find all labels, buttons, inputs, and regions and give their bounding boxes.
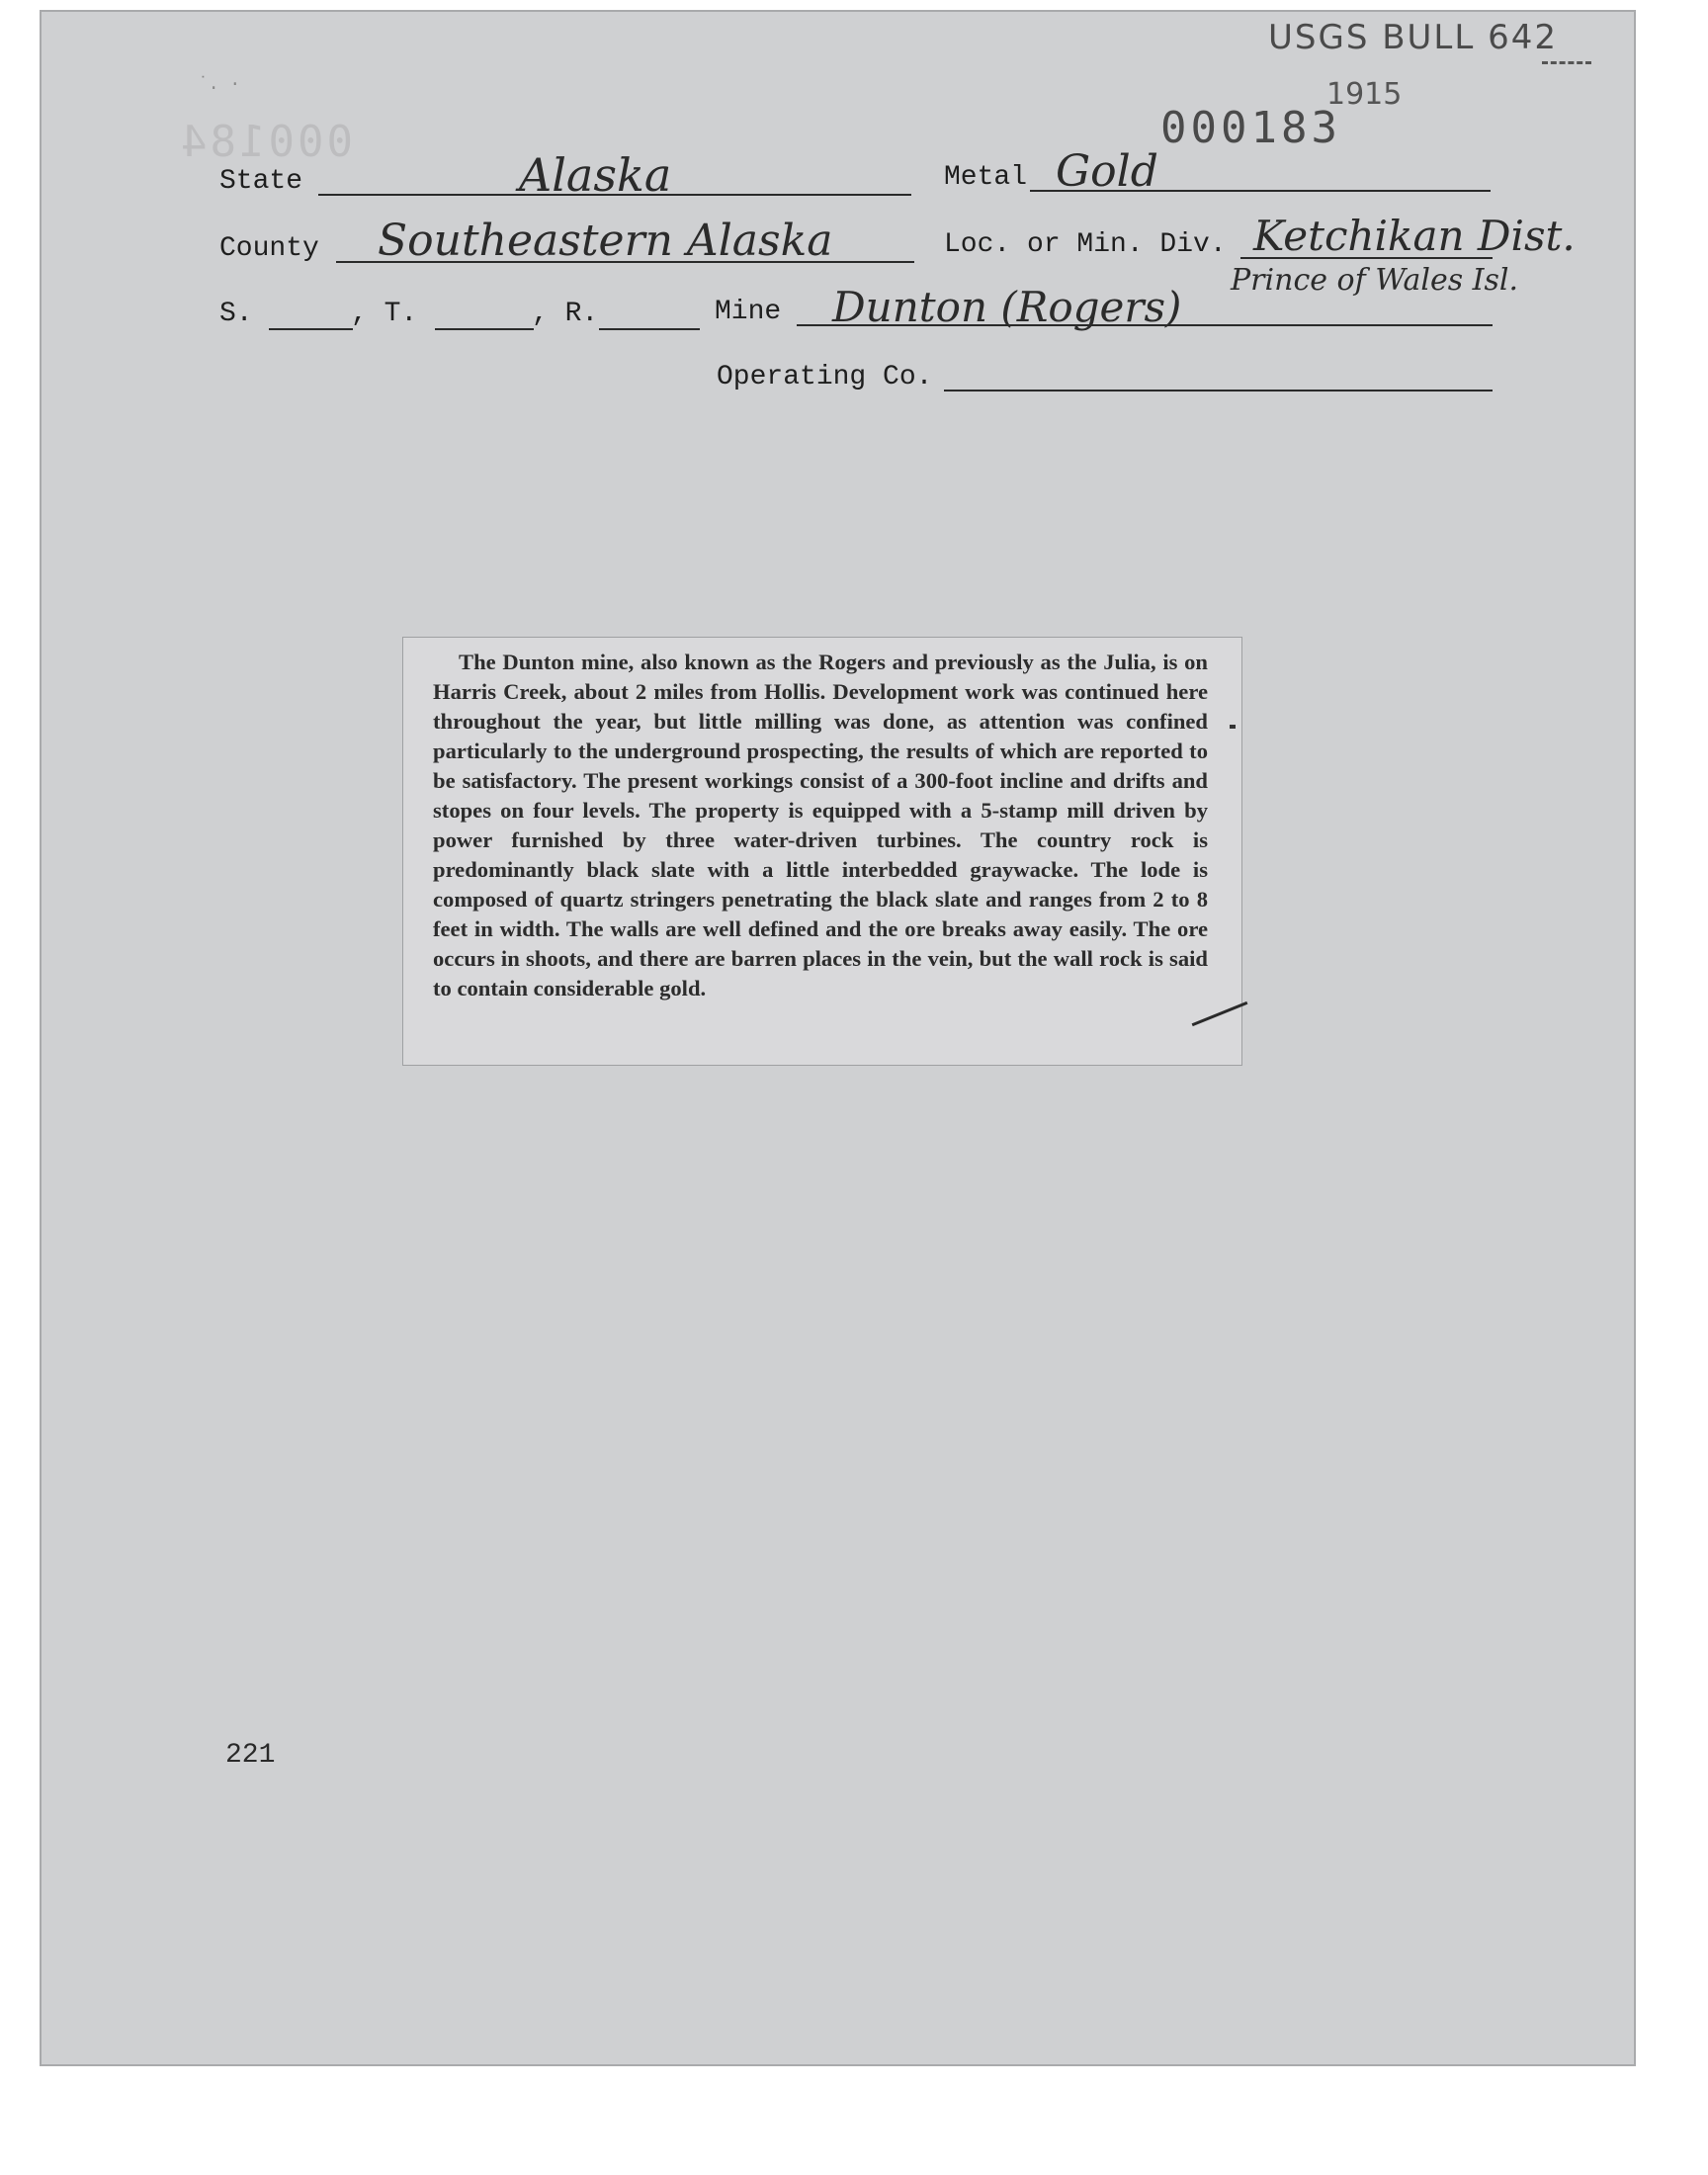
ghost-record-number: 000184: [178, 117, 353, 167]
year-stamp: 1915: [1326, 77, 1403, 112]
state-value: Alaska: [519, 148, 672, 202]
state-label: State: [219, 166, 303, 197]
bulletin-stamp: USGS BULL 642: [1268, 18, 1559, 57]
operating-co-line: [944, 390, 1493, 392]
metal-value: Gold: [1056, 146, 1158, 197]
loc-value-island: Prince of Wales Isl.: [1231, 263, 1519, 298]
page-number: 221: [225, 1740, 276, 1771]
range-line: [599, 328, 700, 330]
mine-label: Mine: [715, 297, 782, 327]
section-line: [269, 328, 353, 330]
smudge-mark: ˙. ·: [198, 75, 241, 95]
loc-label: Loc. or Min. Div.: [944, 229, 1227, 260]
pasted-clipping: [403, 638, 1241, 1065]
range-label: , R.: [532, 299, 599, 329]
township-label: , T.: [351, 299, 418, 329]
loc-value: Ketchikan Dist.: [1253, 212, 1576, 260]
margin-dot: [1230, 725, 1236, 729]
township-line: [435, 328, 534, 330]
record-number: 000183: [1160, 103, 1341, 153]
county-value: Southeastern Alaska: [378, 216, 833, 266]
clipping-text: The Dunton mine, also known as the Rogers and previously as the Julia, is on Harris Creek, about 2 miles from Hollis. Development work was continued here throughout the year, but little milling was done, as attention was confined particularly to the underground prospecting, the results of which are reported to be satisfactory. The present workings consist of a 300-foot incline and drifts and stopes on four levels. The property is equipped with a 5-stamp mill driven by power furnished by three water-driven turbines. The country rock is predominantly black slate with a little interbedded graywacke. The lode is composed of quartz stringers penetrating the black slate and ranges from 2 to 8 feet in width. The walls are well defined and the ore breaks away easily. The ore occurs in shoots, and there are barren places in the vein, but the wall rock is said to contain considerable gold.: [433, 650, 1208, 1000]
metal-label: Metal: [944, 162, 1028, 193]
bulletin-underline: [1542, 61, 1591, 64]
mine-value: Dunton (Rogers): [832, 283, 1182, 331]
county-label: County: [219, 233, 319, 264]
operating-co-label: Operating Co.: [717, 362, 933, 392]
section-label: S.: [219, 299, 253, 329]
